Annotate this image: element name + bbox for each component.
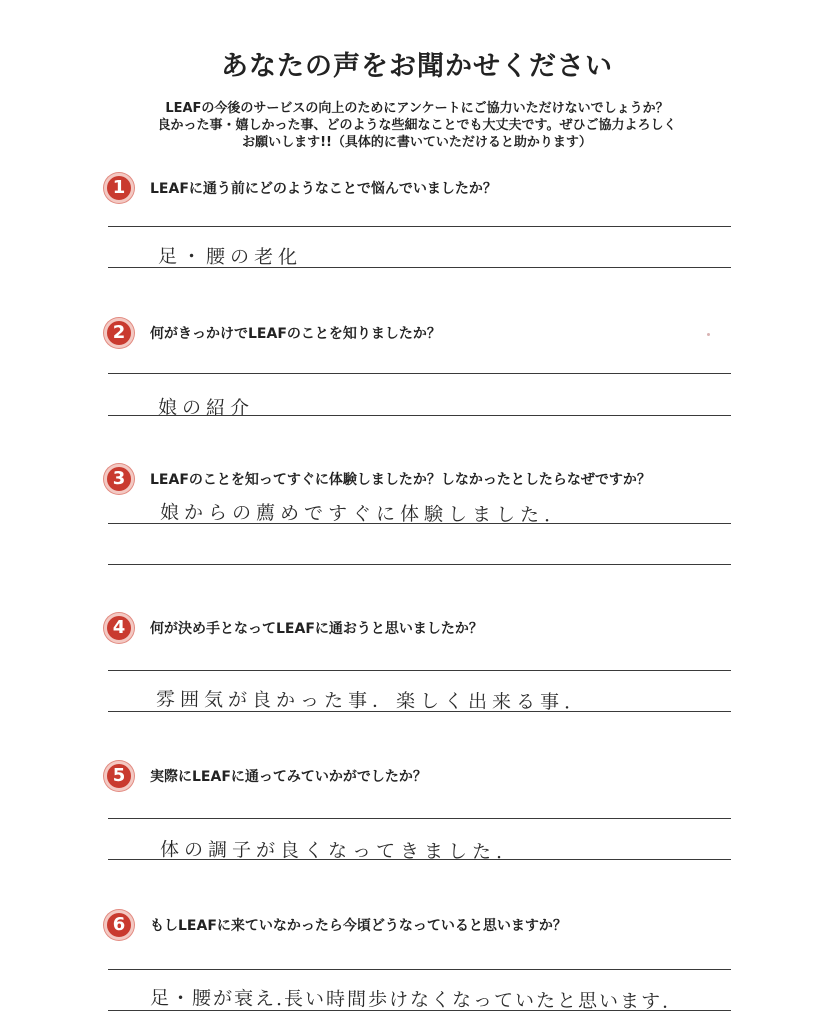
answer-line <box>108 373 731 374</box>
handwritten-answer: 足・腰が衰え.長い時間歩けなくなっていたと思います. <box>149 987 671 1013</box>
answer-line <box>108 1010 731 1011</box>
answer-line <box>108 859 731 860</box>
answer-line <box>108 969 731 970</box>
number-badge-icon: 5 <box>104 761 134 791</box>
answer-line <box>108 818 731 819</box>
answer-line <box>108 523 731 524</box>
handwritten-answer: 体の調子が良くなってきました. <box>159 838 508 864</box>
answer-line <box>108 226 731 227</box>
question-text: 実際にLEAFに通ってみていかがでしたか？ <box>150 769 427 785</box>
number-badge-icon: 2 <box>104 318 134 348</box>
question-text: LEAFのことを知ってすぐに体験しましたか？しなかったとしたらなぜですか？ <box>150 472 651 488</box>
answer-line <box>108 564 731 565</box>
answer-line <box>108 670 731 671</box>
paper-speck <box>707 333 710 336</box>
question-text: LEAFに通う前にどのようなことで悩んでいましたか？ <box>150 181 497 197</box>
page-title: あなたの声をお聞かせください <box>221 51 613 82</box>
intro-line-1: LEAFの今後のサービスの向上のためにアンケートにご協力いただけないでしょうか？ <box>165 101 669 116</box>
handwritten-answer: 娘からの薦めですぐに体験しました. <box>159 501 556 527</box>
handwritten-answer: 娘の紹介 <box>157 396 255 420</box>
question-text: 何が決め手となってLEAFに通おうと思いましたか？ <box>150 621 483 637</box>
answer-line <box>108 415 731 416</box>
question-text: 何がきっかけでLEAFのことを知りましたか？ <box>150 326 441 342</box>
handwritten-answer: 雰囲気が良かった事．楽しく出来る事. <box>155 688 576 714</box>
intro-line-2: 良かった事・嬉しかった事、どのような些細なことでも大丈夫です。ぜひご協力よろしく <box>157 118 677 133</box>
number-badge-icon: 1 <box>104 173 134 203</box>
answer-line <box>108 711 731 712</box>
question-text: もしLEAFに来ていなかったら今頃どうなっていると思いますか？ <box>150 918 567 934</box>
number-badge-icon: 4 <box>104 613 134 643</box>
intro-text <box>110 100 724 151</box>
handwritten-answer: 足・腰の老化 <box>157 245 303 269</box>
number-badge-icon: 3 <box>104 464 134 494</box>
intro-line-3: お願いします!!（具体的に書いていただけると助かります） <box>242 135 592 150</box>
answer-line <box>108 267 731 268</box>
number-badge-icon: 6 <box>104 910 134 940</box>
